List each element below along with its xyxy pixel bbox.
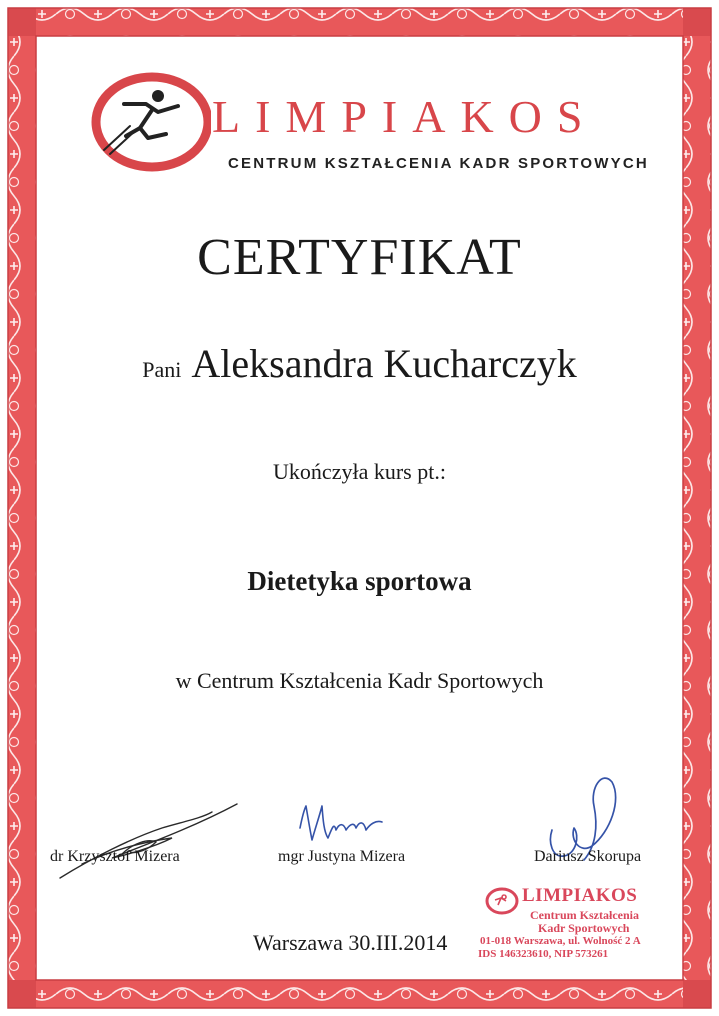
course-name: Dietetyka sportowa <box>247 566 472 596</box>
completed-label: Ukończyła kurs pt.: <box>273 459 446 484</box>
signature-krzysztof-mizera <box>52 798 242 884</box>
recipient-line <box>0 340 719 387</box>
running-man-icon <box>86 70 211 175</box>
logo-subtitle: CENTRUM KSZTAŁCENIA KADR SPORTOWYCH <box>228 155 649 172</box>
stamp-logo-icon <box>484 886 520 916</box>
stamp-brand: LIMPIAKOS <box>522 885 638 906</box>
stamp-address: 01-018 Warszawa, ul. Wolność 2 A <box>480 935 641 947</box>
signatory-name: Dariusz Skorupa <box>534 848 642 865</box>
recipient-name: Aleksandra Kucharczyk <box>191 341 577 386</box>
signature-justyna-mizera <box>296 800 391 850</box>
signatory-name: mgr Justyna Mizera <box>278 848 406 865</box>
place-date: Warszawa 30.III.2014 <box>253 930 448 955</box>
stamp-ids: IDS 146323610, NIP 573261 <box>478 948 609 960</box>
logo-wordmark: LIMPIAKOS <box>212 91 598 142</box>
signatory-name: dr Krzysztof Mizera <box>50 848 180 865</box>
stamp-line: Kadr Sportowych <box>538 921 630 935</box>
company-stamp <box>480 884 670 964</box>
salutation: Pani <box>142 357 182 382</box>
venue-text: w Centrum Kształcenia Kadr Sportowych <box>175 668 544 693</box>
certificate-title: CERTYFIKAT <box>197 229 522 286</box>
stamp-line: Centrum Kształcenia <box>530 908 639 922</box>
